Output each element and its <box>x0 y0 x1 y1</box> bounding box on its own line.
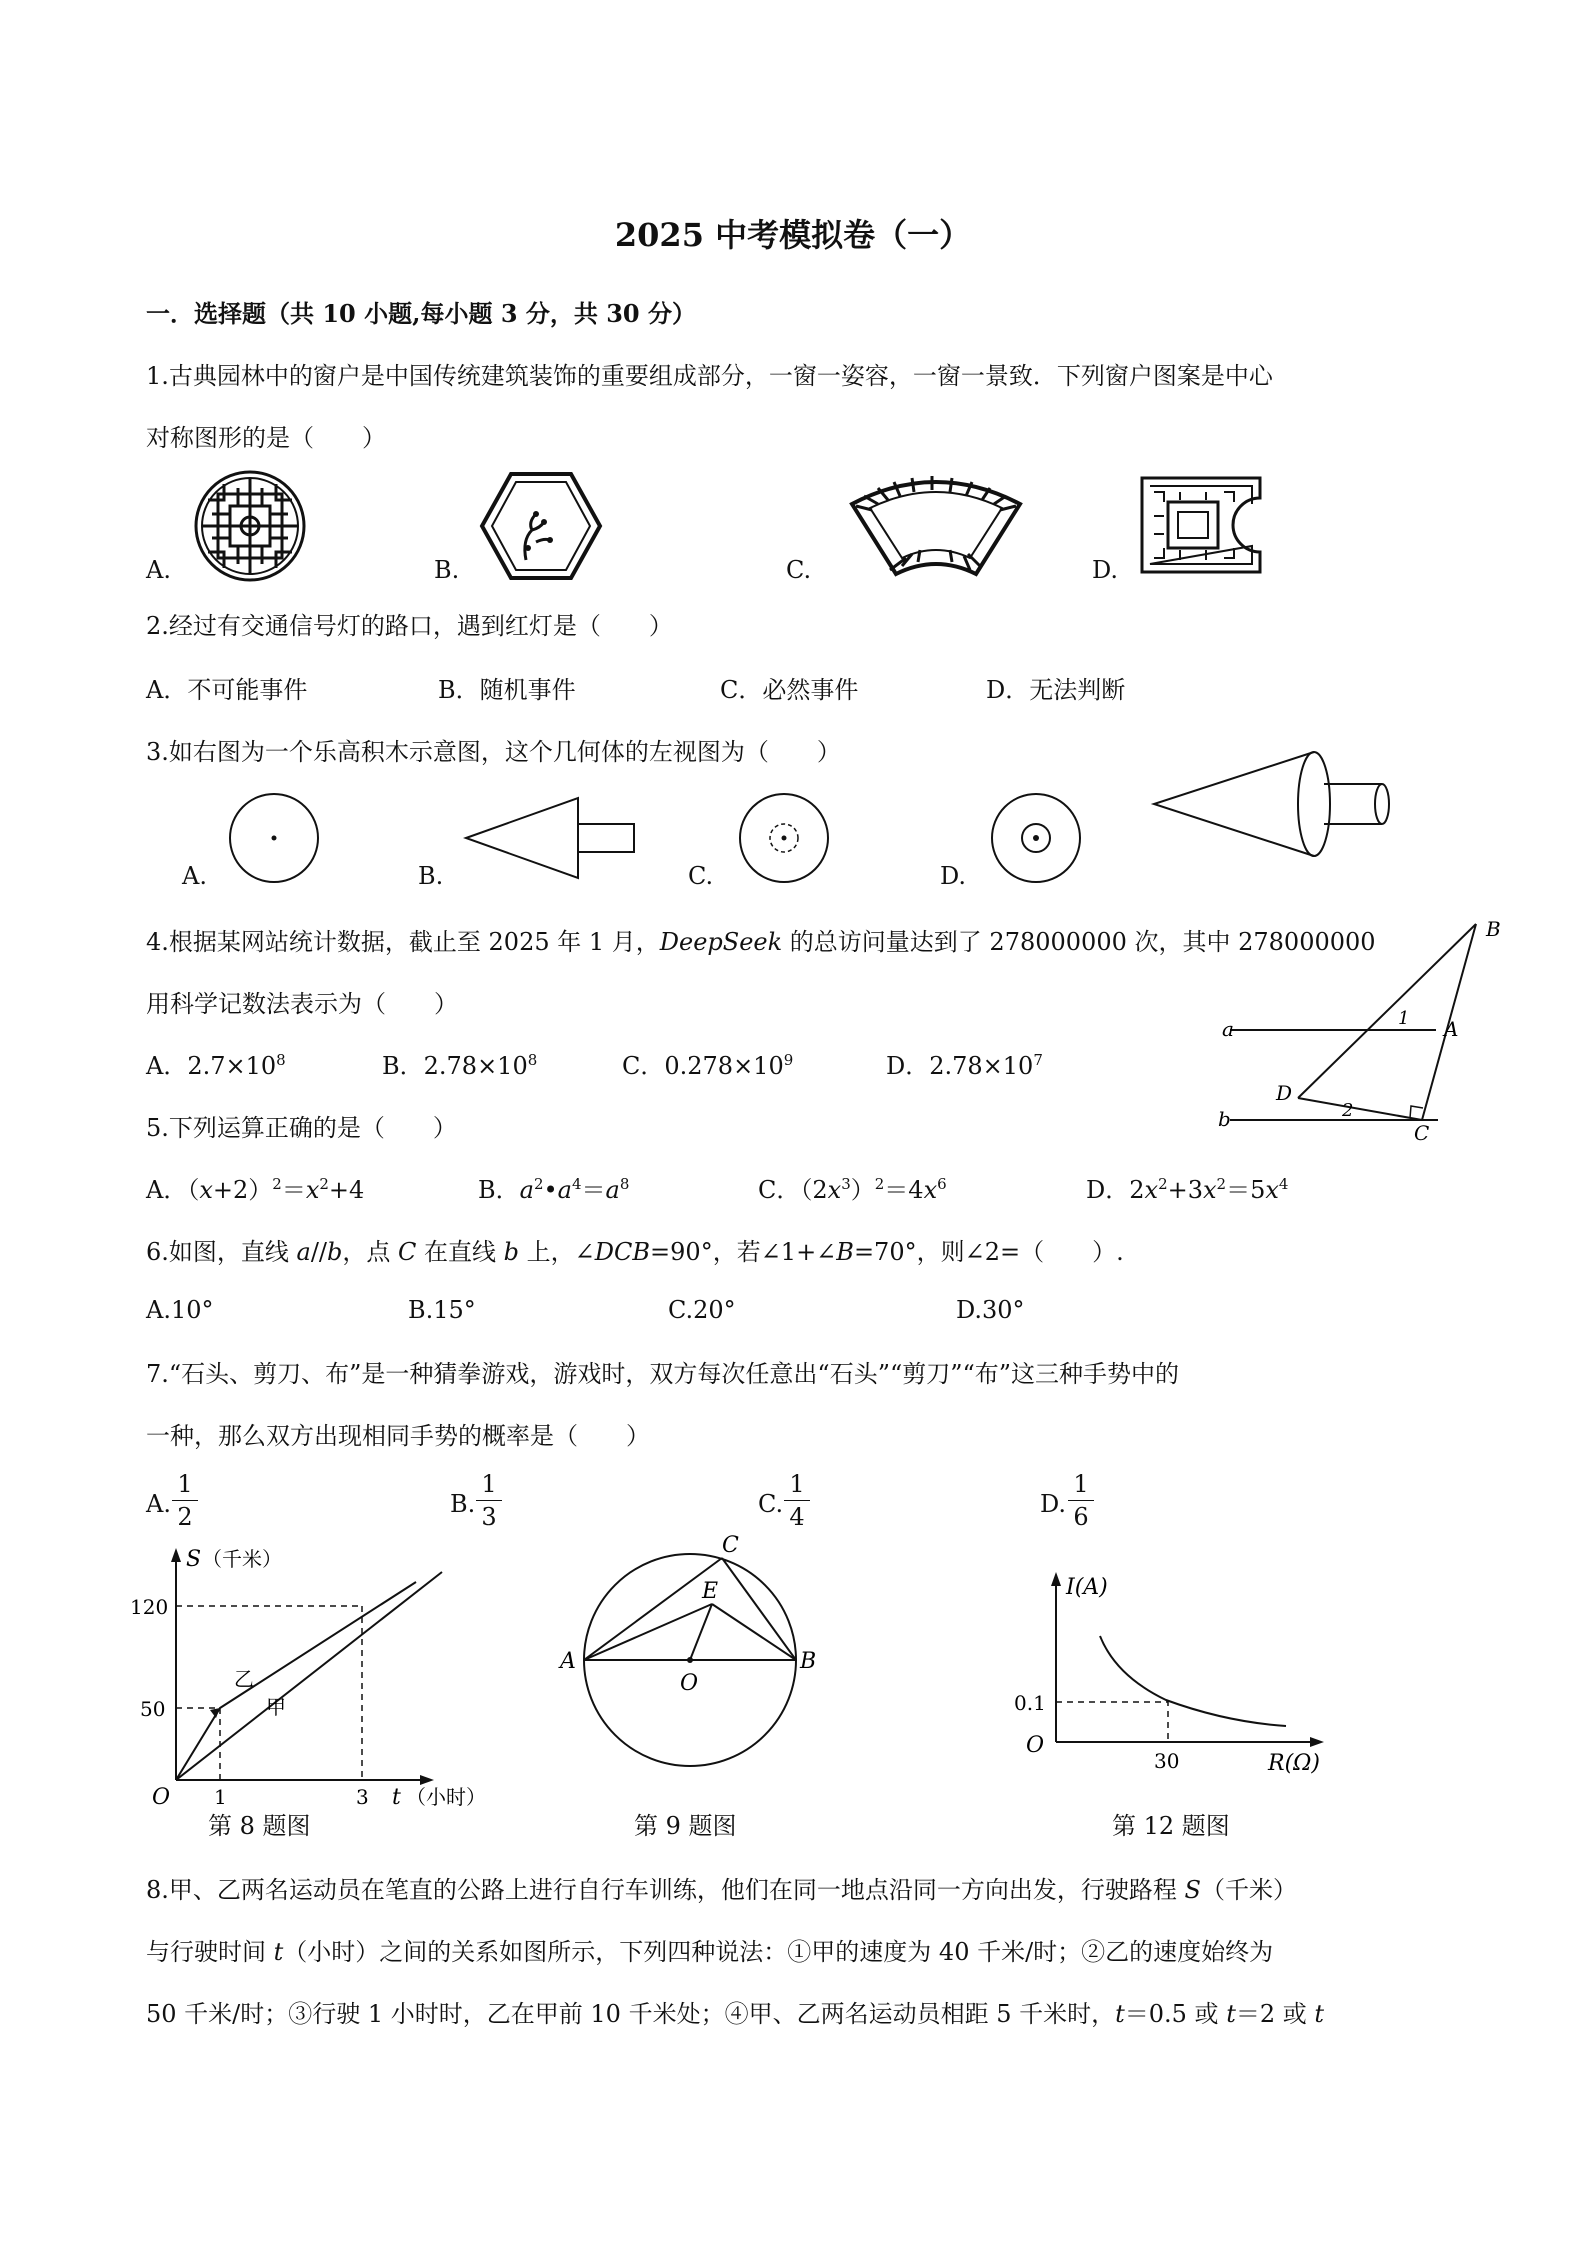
q8-stem-line3: 50 千米/时；③行驶 1 小时时，乙在甲前 10 千米处；④甲、乙两名运动员相距 5 千米时，t＝0.5 或 t＝2 或 t <box>146 2000 1325 2028</box>
page-title: 2025 中考模拟卷（一） <box>614 216 972 254</box>
q6-label-b-point: B <box>1486 917 1501 941</box>
q7-stem-line1: 7.“石头、剪刀、布”是一种猜拳游戏，游戏时，双方每次任意出“石头”“剪刀”“布”这三种手势中的 <box>146 1360 1180 1388</box>
q6-option-c: C.20° <box>668 1296 736 1324</box>
q1-stem-line1: 1.古典园林中的窗户是中国传统建筑装饰的重要组成部分，一窗一姿容，一窗一景致．下列窗户图案是中心 <box>146 362 1273 390</box>
fig9-label-o: O <box>680 1671 699 1696</box>
q5-option-d: D．$2x^2+3x^2=5x^4$ <box>1086 1175 1289 1204</box>
fig9-label-c: C <box>722 1533 739 1558</box>
q2-option-d: D．无法判断 <box>986 676 1126 704</box>
fig8-ytick-50: 50 <box>140 1697 166 1721</box>
q6-label-angle-2: 2 <box>1342 1100 1354 1121</box>
q6-label-a-point: A <box>1444 1017 1459 1041</box>
q5-option-a: A．$(x+2)^2=x^2+4$ <box>146 1175 365 1204</box>
q6-parallel-lines-figure <box>1210 914 1510 1145</box>
fig8-distance-time-graph <box>130 1542 510 1812</box>
q1-window-a-image <box>194 470 306 582</box>
fig9-caption: 第 9 题图 <box>634 1812 737 1840</box>
q8-stem-line2: 与行驶时间 t（小时）之间的关系如图所示，下列四种说法：①甲的速度为 40 千米/时；②乙的速度始终为 <box>146 1938 1274 1966</box>
q6-label-b-line: b <box>1218 1107 1231 1131</box>
q4-option-c: C．$0.278\times 10^9$ <box>622 1051 794 1080</box>
q3-view-d-image <box>990 792 1082 884</box>
q2-option-b: B．随机事件 <box>438 676 576 704</box>
fig8-xtick-1: 1 <box>214 1785 227 1809</box>
q1-window-b-image <box>478 468 604 584</box>
fig8-y-unit: （千米） <box>202 1547 282 1571</box>
q7-option-a-fraction: $\frac{1}{2}$ <box>172 1470 198 1531</box>
q7-option-c-fraction: $\frac{1}{4}$ <box>784 1470 810 1531</box>
q6-stem: 6.如图，直线 a//b，点 C 在直线 b 上，∠DCB=90°，若∠1+∠B=70°，则∠2=（ ）. <box>146 1238 1124 1266</box>
fig12-xtick: 30 <box>1154 1749 1180 1773</box>
q4-stem-line2: 用科学记数法表示为（ ） <box>146 990 458 1018</box>
q4-option-d: D．$2.78\times 10^7$ <box>886 1051 1043 1080</box>
q3-view-c-image <box>738 792 830 884</box>
q4-stem-line1: 4.根据某网站统计数据，截止至 2025 年 1 月，DeepSeek 的总访问量达到了 278000000 次，其中 278000000 <box>146 928 1376 956</box>
fig12-y-label: I(A) <box>1066 1575 1108 1600</box>
fig9-label-a: A <box>560 1649 576 1674</box>
q7-option-b-fraction: $\frac{1}{3}$ <box>476 1470 502 1531</box>
fig8-origin: O <box>152 1785 171 1810</box>
q6-label-angle-1: 1 <box>1398 1008 1410 1029</box>
fig8-line-yi-label: 乙 <box>234 1667 254 1691</box>
fig12-origin: O <box>1026 1733 1045 1758</box>
q1-option-d-label: D. <box>1092 556 1119 584</box>
fig8-ytick-120: 120 <box>130 1595 169 1619</box>
q3-option-d-label: D. <box>940 862 967 890</box>
q1-option-c-label: C. <box>786 556 812 584</box>
q5-option-c: C．$(2x^3)^2=4x^6$ <box>758 1175 947 1204</box>
q5-option-b: B．$a^2•a^4=a^8$ <box>478 1175 630 1204</box>
fig9-label-b: B <box>800 1649 817 1674</box>
fig8-y-var: S <box>186 1547 202 1572</box>
fig8-x-var: t <box>392 1785 401 1810</box>
q3-option-b-label: B. <box>418 862 444 890</box>
q1-window-c-image <box>848 474 1024 578</box>
fig12-x-label: R(Ω) <box>1268 1751 1320 1776</box>
q1-option-a-label: A. <box>146 556 171 584</box>
q1-window-d-image <box>1140 476 1262 574</box>
section-heading: 一．选择题（共 10 小题,每小题 3 分，共 30 分） <box>146 299 696 328</box>
q6-label-a-line: a <box>1222 1017 1234 1041</box>
fig9-label-e: E <box>702 1579 719 1604</box>
fig8-x-unit: （小时） <box>406 1785 486 1809</box>
q6-label-c-point: C <box>1414 1121 1430 1145</box>
q3-view-a-image <box>228 792 320 884</box>
q7-option-c-label: C. <box>758 1490 784 1518</box>
fig8-line-jia-label: 甲 <box>266 1695 286 1719</box>
q2-option-a: A．不可能事件 <box>146 676 308 704</box>
fig12-ytick: 0.1 <box>1014 1691 1046 1715</box>
fig9-circle-figure <box>560 1532 840 1794</box>
q7-option-d-label: D. <box>1040 1490 1067 1518</box>
q3-view-b-image <box>464 796 636 880</box>
q1-stem-line2: 对称图形的是（ ） <box>146 424 386 452</box>
q3-option-a-label: A. <box>182 862 207 890</box>
q5-stem: 5.下列运算正确的是（ ） <box>146 1114 457 1142</box>
fig12-current-resistance-graph <box>1006 1566 1352 1790</box>
q8-stem-line1: 8.甲、乙两名运动员在笔直的公路上进行自行车训练，他们在同一地点沿同一方向出发，行驶路程 S（千米） <box>146 1876 1297 1904</box>
q7-stem-line2: 一种，那么双方出现相同手势的概率是（ ） <box>146 1422 650 1450</box>
q6-option-a: A.10° <box>146 1296 214 1324</box>
q4-option-b: B．$2.78\times 10^8$ <box>382 1051 538 1080</box>
q7-option-d-fraction: $\frac{1}{6}$ <box>1068 1470 1094 1531</box>
q3-option-c-label: C. <box>688 862 714 890</box>
q7-option-b-label: B. <box>450 1490 476 1518</box>
fig8-xtick-3: 3 <box>356 1785 369 1809</box>
q3-lego-brick-figure <box>1150 746 1390 862</box>
q6-option-d: D.30° <box>956 1296 1025 1324</box>
q7-option-a-label: A. <box>146 1490 171 1518</box>
q6-label-d-point: D <box>1276 1081 1293 1105</box>
q2-option-c: C．必然事件 <box>720 676 859 704</box>
q1-option-b-label: B. <box>434 556 460 584</box>
fig8-caption: 第 8 题图 <box>208 1812 311 1840</box>
q2-stem: 2.经过有交通信号灯的路口，遇到红灯是（ ） <box>146 612 673 640</box>
fig12-caption: 第 12 题图 <box>1112 1812 1230 1840</box>
q3-stem: 3.如右图为一个乐高积木示意图，这个几何体的左视图为（ ） <box>146 738 841 766</box>
q4-option-a: A．$2.7\times 10^8$ <box>146 1051 286 1080</box>
q6-option-b: B.15° <box>408 1296 476 1324</box>
